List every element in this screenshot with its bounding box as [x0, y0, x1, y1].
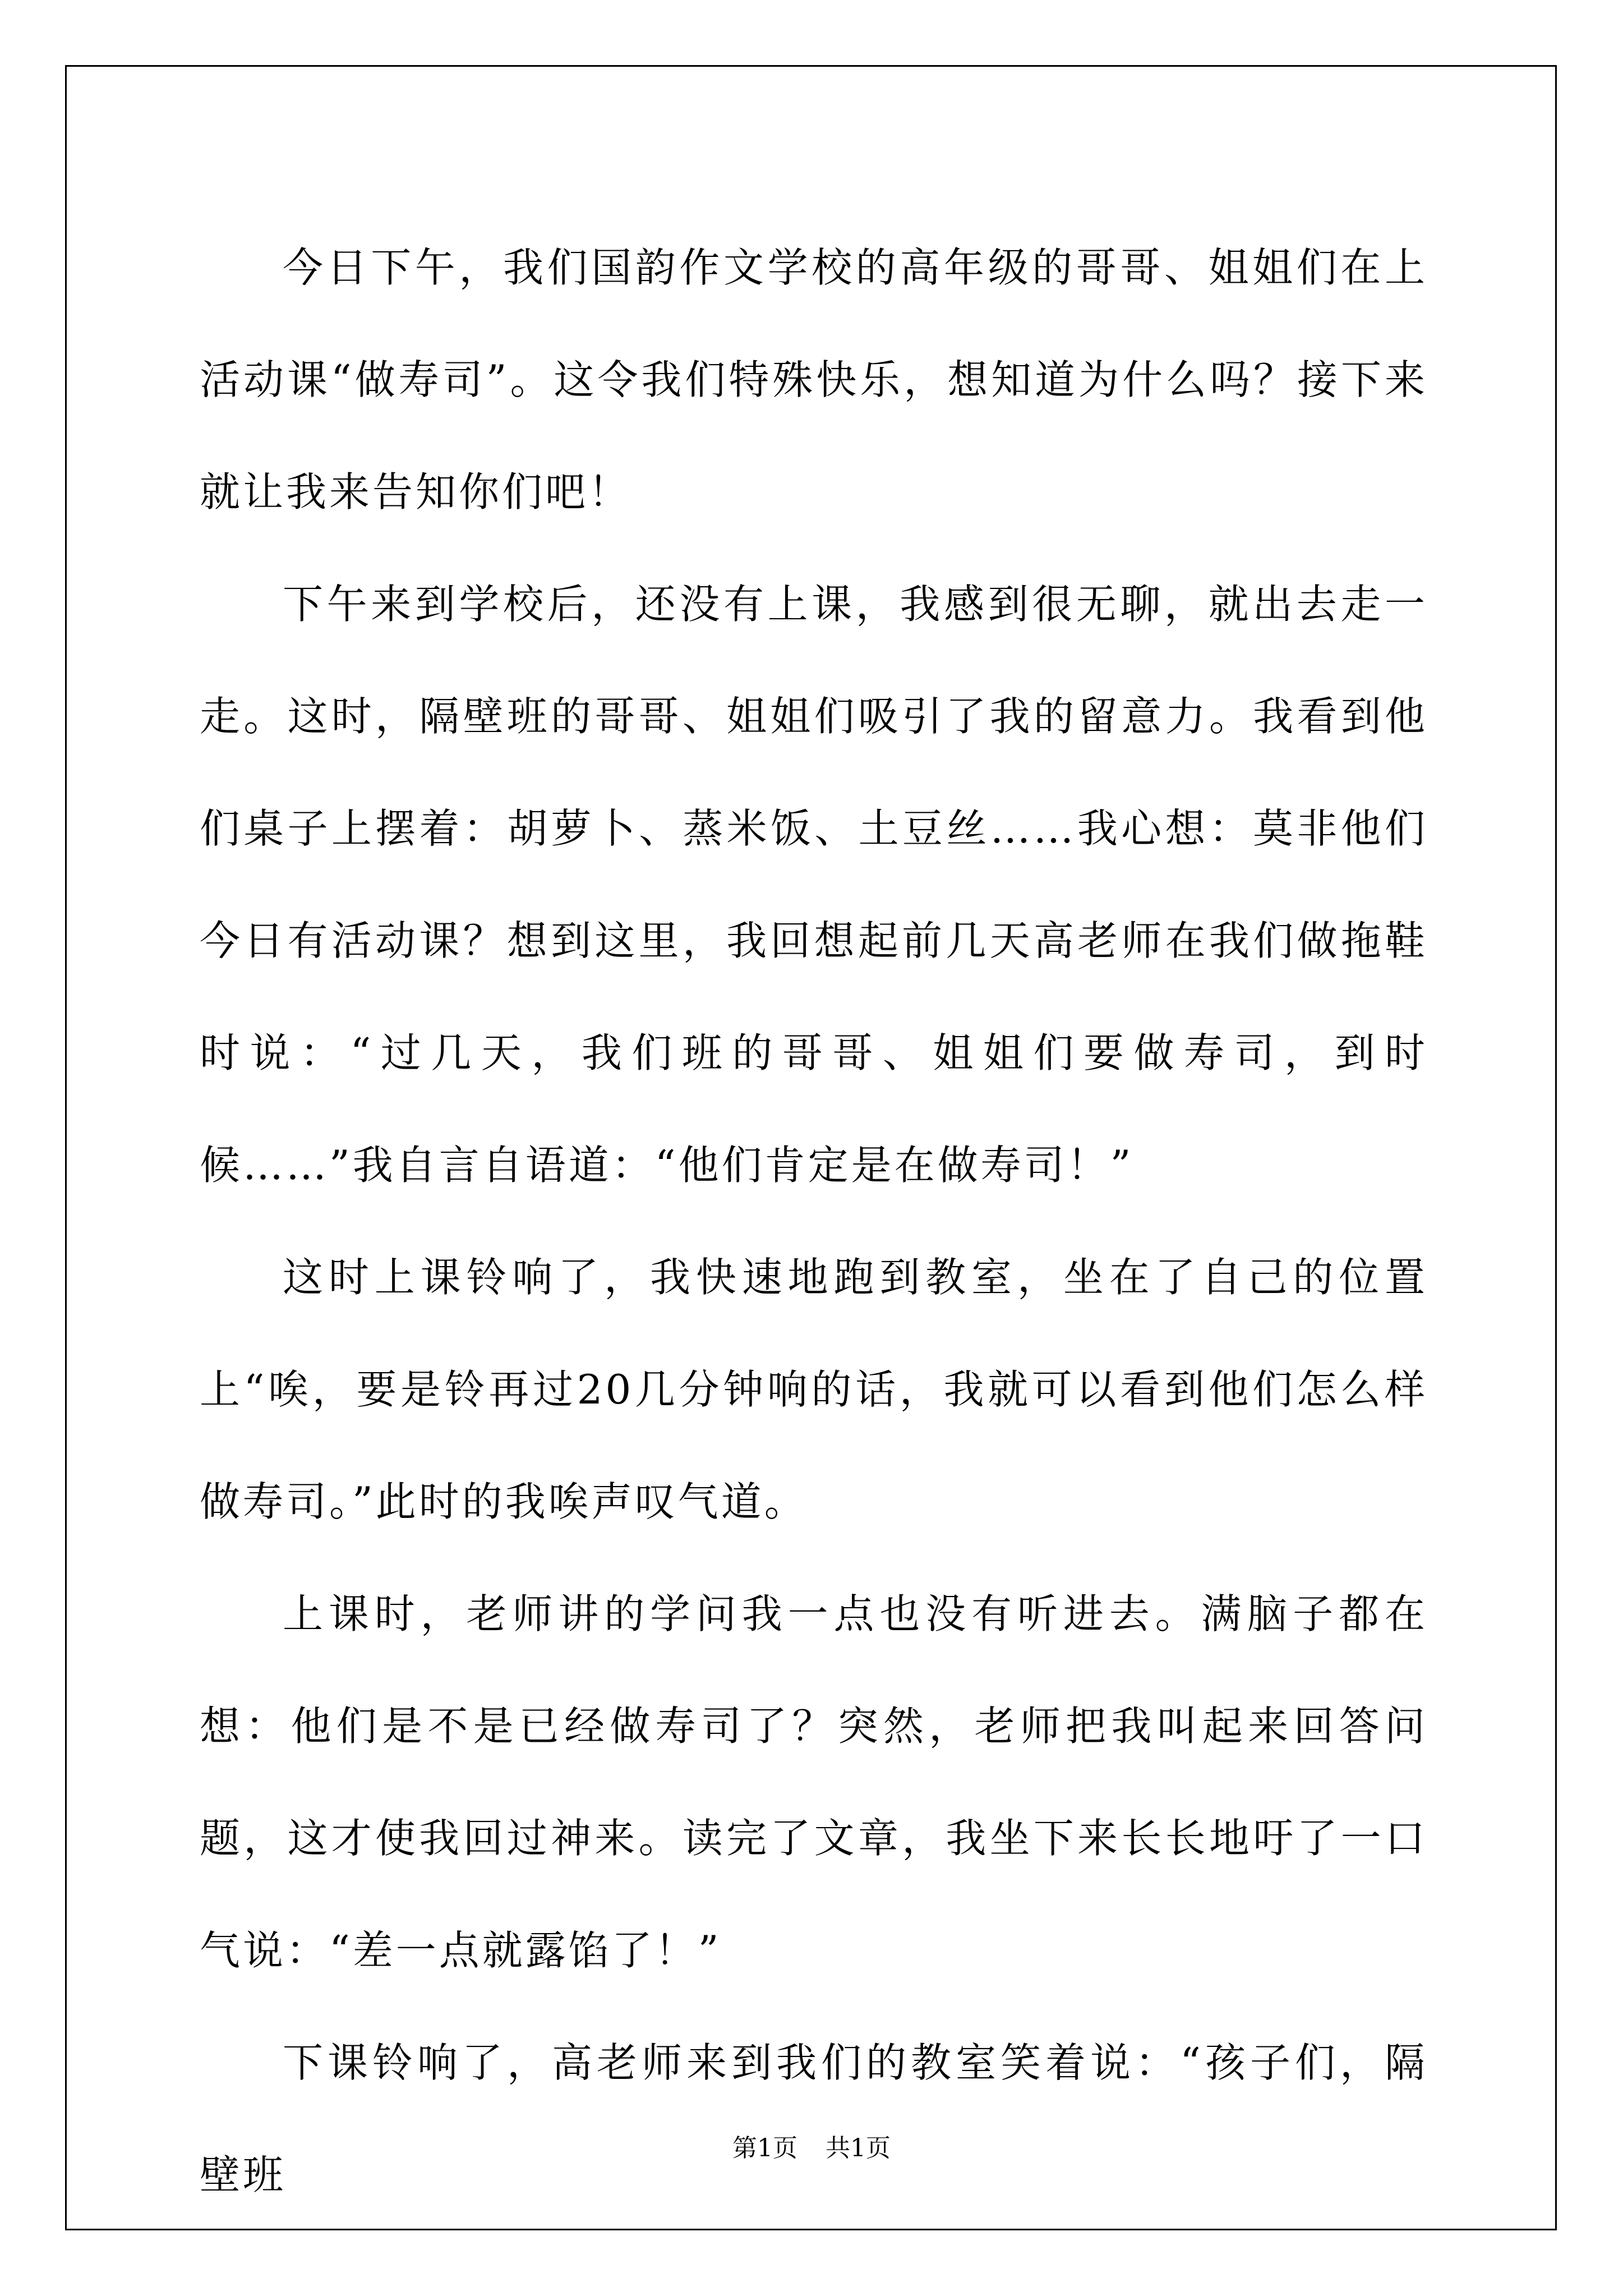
- paragraph-5: 下课铃响了，高老师来到我们的教室笑着说：“孩子们，隔壁班: [200, 2039, 1428, 2198]
- page-number-total: 共1页: [826, 2134, 891, 2162]
- paragraph-1: 今日下午，我们国韵作文学校的高年级的哥哥、姐姐们在上活动课“做寿司”。这令我们特殊快乐，想知道为什么吗？接下来就让我来告知你们吧！: [200, 244, 1428, 516]
- page-footer: [0, 2132, 1623, 2165]
- document-body: [200, 211, 1428, 2231]
- paragraph-2: 下午来到学校后，还没有上课，我感到很无聊，就出去走一走。这时，隔壁班的哥哥、姐姐们吸引了我的留意力。我看到他们桌子上摆着：胡萝卜、蒸米饭、土豆丝……我心想：莫非他们今日有活动课？想到这里，我回想起前几天高老师在我们做拖鞋时说：“过几天，我们班的哥哥、姐姐们要做寿司，到时候……”我自言自语道：“他们肯定是在做寿司！”: [200, 581, 1428, 1189]
- paragraph-3: 这时上课铃响了，我快速地跑到教室，坐在了自己的位置上“唉，要是铃再过20几分钟响的话，我就可以看到他们怎么样做寿司。”此时的我唉声叹气道。: [200, 1254, 1428, 1525]
- page-number-current: 第1页: [732, 2134, 797, 2162]
- paragraph-4: 上课时，老师讲的学问我一点也没有听进去。满脑子都在想：他们是不是已经做寿司了？突然，老师把我叫起来回答问题，这才使我回过神来。读完了文章，我坐下来长长地吁了一口气说：“差一点就露馅了！”: [200, 1590, 1428, 1974]
